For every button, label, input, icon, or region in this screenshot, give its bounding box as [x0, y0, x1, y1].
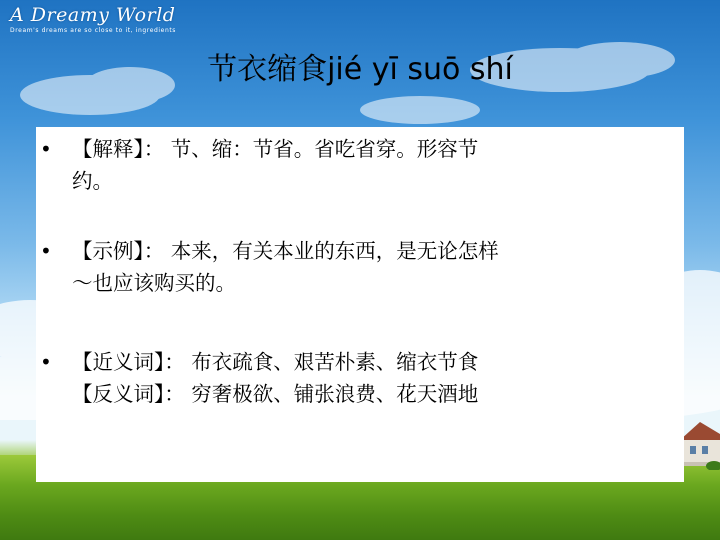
- content-panel: [36, 127, 684, 482]
- antonyms-line: 【反义词】： 穷奢极欲、铺张浪费、花天酒地: [72, 382, 479, 406]
- example-line-1: 【示例】： 本来，有关本业的东西，是无论怎样: [72, 239, 499, 263]
- bullet-marker: •: [40, 137, 52, 161]
- explanation-line-1: 【解释】： 节、缩：节省。省吃省穿。形容节: [72, 137, 479, 161]
- synonyms-line: 【近义词】： 布衣疏食、艰苦朴素、缩衣节食: [72, 350, 479, 374]
- bullet-marker: •: [40, 239, 52, 263]
- house-illustration: [680, 408, 720, 470]
- bullet-marker: •: [40, 350, 52, 374]
- logo-title: A Dreamy World: [10, 4, 176, 26]
- explanation-line-2: 约。: [72, 169, 113, 193]
- example-line-2: ～也应该购买的。: [72, 271, 236, 295]
- logo-tagline: Dream's dreams are so close to it, ingredients: [10, 27, 177, 34]
- logo: [10, 4, 176, 34]
- bullet-text: [72, 346, 668, 410]
- bullet-text: [72, 133, 668, 197]
- bullet-text: [72, 235, 668, 299]
- slide-title: 节衣缩食jié yī suō shí: [207, 52, 513, 87]
